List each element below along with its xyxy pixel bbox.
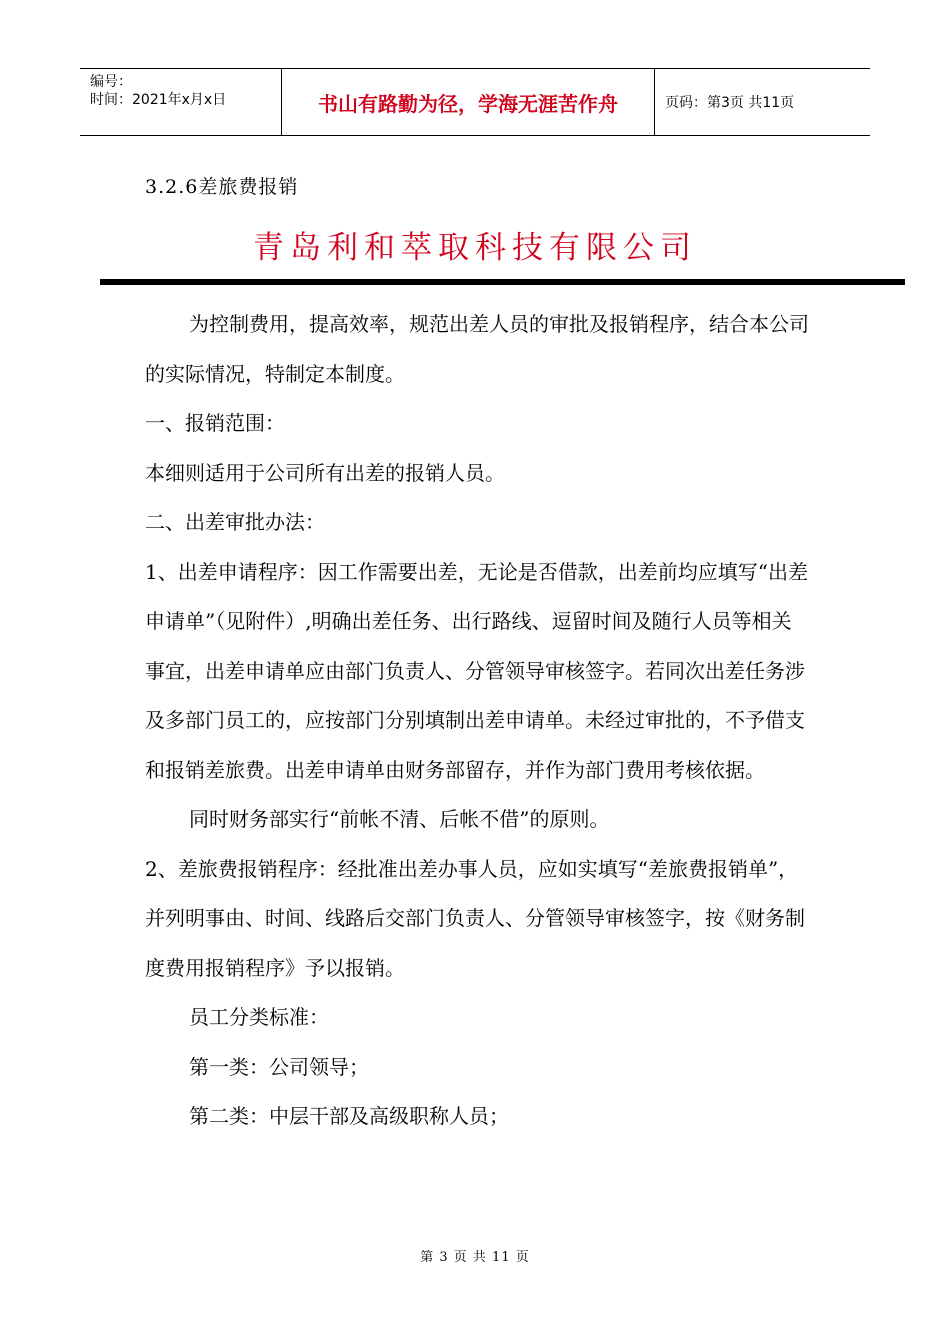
document-date-label: 时间：2021年x月x日	[90, 92, 227, 108]
company-name: 青岛利和萃取科技有限公司	[253, 230, 697, 266]
header-motto: 书山有路勤为径，学海无涯苦作舟	[282, 69, 655, 135]
header-page-info: 页码：第3页 共11页	[665, 95, 795, 111]
page-footer: 第 3 页 共 11 页	[420, 1250, 530, 1265]
class-two-item: 第二类：中层干部及高级职称人员；	[189, 1104, 509, 1128]
section-heading-scope: 一、报销范围：	[145, 411, 285, 435]
intro-paragraph: 为控制费用，提高效率，规范出差人员的审批及报销程序，结合本公司的实际情况，特制定本制度。	[145, 312, 809, 386]
document-number-label: 编号：	[90, 74, 132, 90]
staff-classification-heading: 员工分类标准：	[189, 1005, 329, 1029]
header-info-cell	[80, 69, 282, 135]
title-divider	[100, 279, 905, 285]
reimbursement-procedure-paragraph: 2、差旅费报销程序：经批准出差办事人员，应如实填写“差旅费报销单”，并列明事由、时间、线路后交部门负责人、分管领导审核签字，按《财务制度费用报销程序》予以报销。	[145, 856, 805, 980]
finance-principle-paragraph: 同时财务部实行“前帐不清、后帐不借”的原则。	[189, 807, 610, 831]
section-number: 3.2.6差旅费报销	[145, 176, 299, 198]
document-body	[145, 300, 810, 1142]
header-table	[80, 68, 870, 136]
scope-paragraph: 本细则适用于公司所有出差的报销人员。	[145, 460, 505, 485]
class-one-item: 第一类：公司领导；	[189, 1054, 369, 1079]
section-heading-approval: 二、出差审批办法：	[145, 510, 325, 534]
approval-procedure-paragraph: 1、出差申请程序：因工作需要出差，无论是否借款，出差前均应填写“出差申请单”（见附件）,明确出差任务、出行路线、逗留时间及随行人员等相关事宜，出差申请单应由部门负责人、分管领导审核签字。若同次出差任务涉及多部门员工的，应按部门分别填制出差申请单。未经过审批的，不予借支和报销差旅费。出差申请单由财务部留存，并作为部门费用考核依据。	[145, 559, 808, 782]
